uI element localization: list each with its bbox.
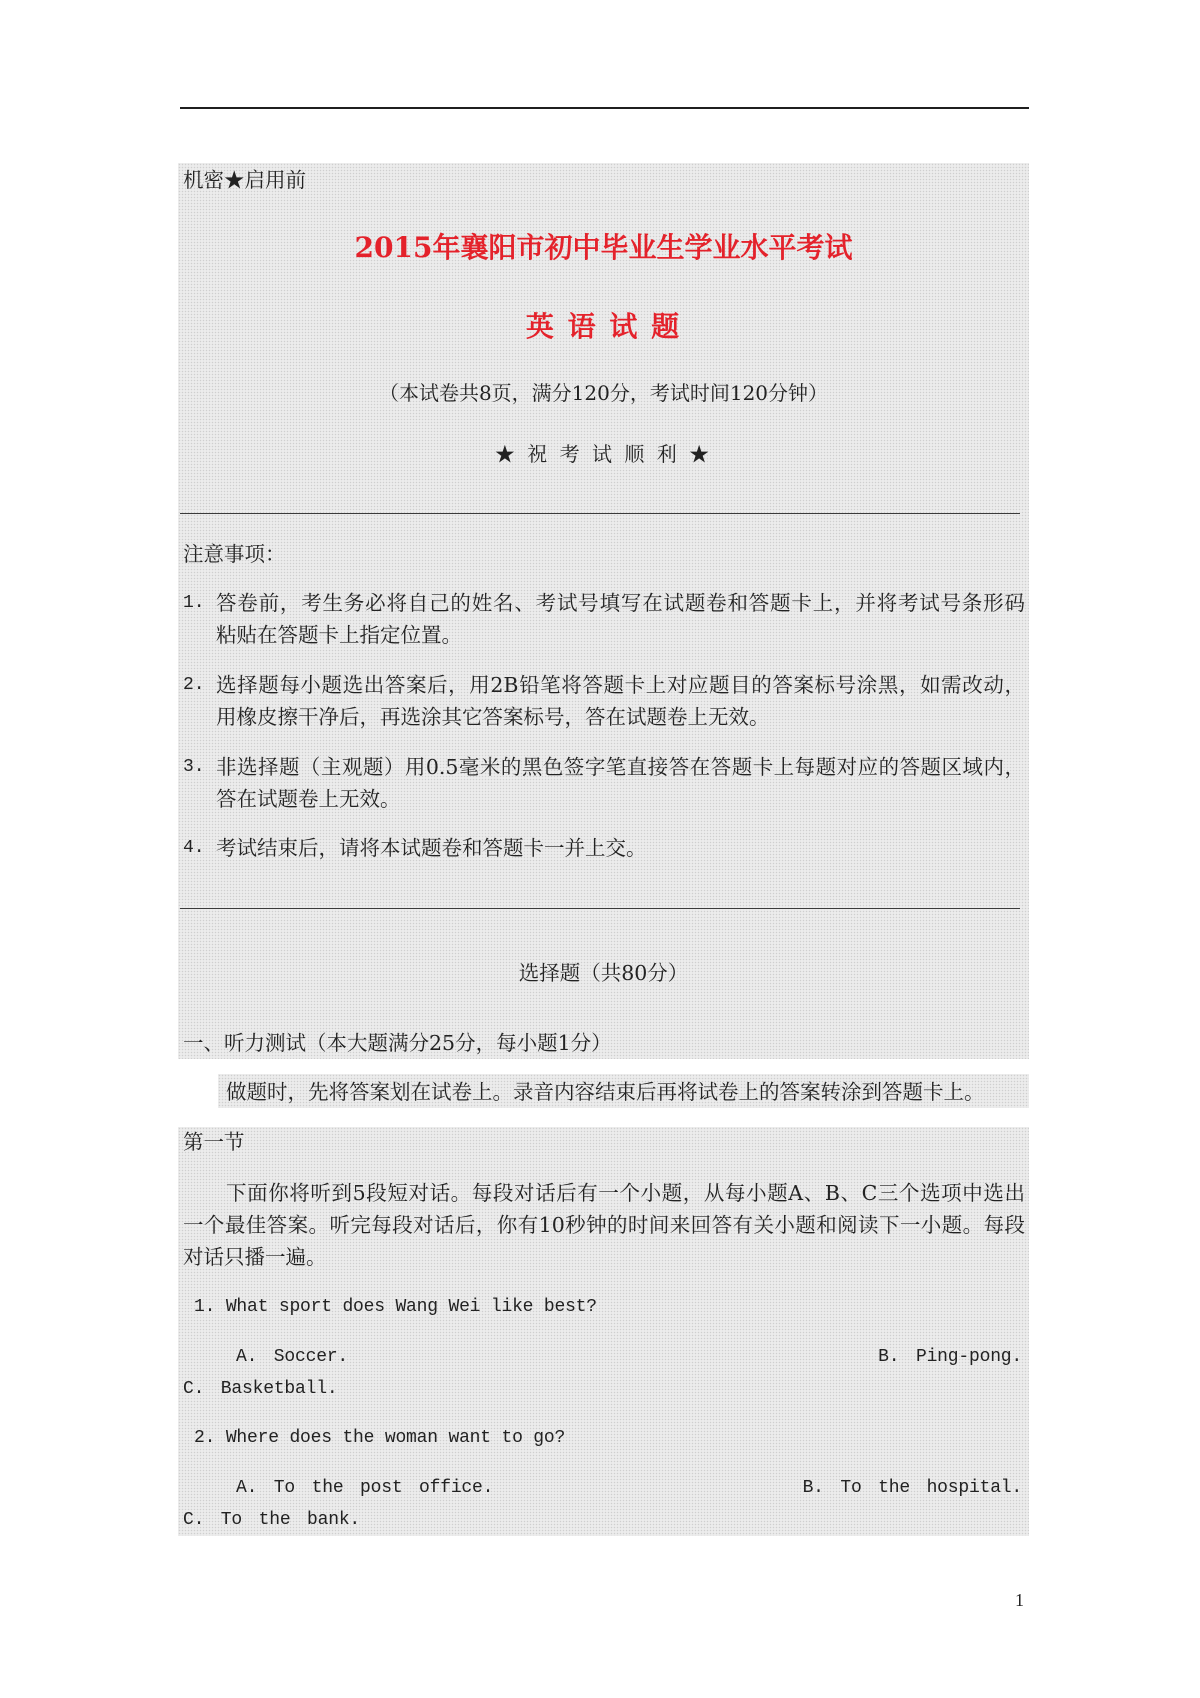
directions-line: 一个最佳答案。听完每段对话后，你有10秒钟的时间来回答有关小题和阅读下一小题。每段 [183, 1213, 1025, 1237]
question-stem [194, 1422, 565, 1454]
question-stem [194, 1291, 597, 1323]
question-text: Where does the woman want to go? [225, 1428, 566, 1448]
answer-instruction: 做题时，先将答案划在试卷上。录音内容结束后再将试卷上的答案转涂到答题卡上。 [226, 1080, 985, 1104]
notice-number: 4. [183, 838, 205, 858]
notice-text-line: 用橡皮擦干净后，再选涂其它答案标号，答在试题卷上无效。 [216, 705, 770, 729]
question-text: What sport does Wang Wei like best? [225, 1297, 597, 1317]
option-c: C. Basketball. [183, 1379, 338, 1399]
option-b: B. To the hospital. [802, 1478, 1022, 1498]
option-a: A. Soccer. [236, 1347, 349, 1367]
question-number: 1. [194, 1297, 216, 1317]
option-a: A. To the post office. [236, 1478, 494, 1498]
instruction-panel [218, 1074, 1029, 1108]
exam-title: 2015年襄阳市初中毕业生学业水平考试 [354, 231, 853, 264]
notice-number: 3. [183, 757, 205, 777]
notices-heading: 注意事项： [183, 542, 286, 566]
notice-text-line: 答在试题卷上无效。 [216, 787, 401, 811]
notice-text-line: 答卷前，考生务必将自己的姓名、考试号填写在试题卷和答题卡上，并将考试号条形码 [216, 591, 1025, 615]
notice-number: 1. [183, 593, 205, 613]
notice-text-line: 粘贴在答题卡上指定位置。 [216, 623, 462, 647]
option-c: C. To the bank. [183, 1510, 361, 1530]
part-title: 一、听力测试（本大题满分25分，每小题1分） [183, 1031, 612, 1055]
header-rule [180, 107, 1029, 109]
good-luck-line: ★ 祝 考 试 顺 利 ★ [494, 442, 713, 466]
option-b: B. Ping-pong. [878, 1347, 1022, 1367]
divider-rule [180, 513, 1020, 514]
subject-title: 英 语 试 题 [525, 310, 682, 343]
directions-line: 对话只播一遍。 [183, 1245, 327, 1269]
section-panel [178, 1127, 1029, 1536]
cover-panel [178, 163, 1029, 1059]
directions-line: 下面你将听到5段短对话。每段对话后有一个小题，从每小题A、B、C三个选项中选出 [226, 1181, 1025, 1205]
notice-text-line: 考试结束后，请将本试题卷和答题卡一并上交。 [216, 836, 647, 860]
confidential-label: 机密★启用前 [183, 168, 306, 192]
subsection-title: 第一节 [183, 1130, 245, 1154]
exam-info: （本试卷共8页，满分120分，考试时间120分钟） [378, 381, 829, 405]
notice-text-line: 选择题每小题选出答案后，用2B铅笔将答题卡上对应题目的答案标号涂黑，如需改动， [216, 673, 1025, 697]
divider-rule [180, 908, 1020, 909]
notice-number: 2. [183, 675, 205, 695]
notice-text-line: 非选择题（主观题）用0.5毫米的黑色签字笔直接答在答题卡上每题对应的答题区域内， [216, 755, 1025, 779]
page-number: 1 [1015, 1590, 1024, 1610]
question-number: 2. [194, 1428, 216, 1448]
section-title: 选择题（共80分） [518, 961, 689, 985]
